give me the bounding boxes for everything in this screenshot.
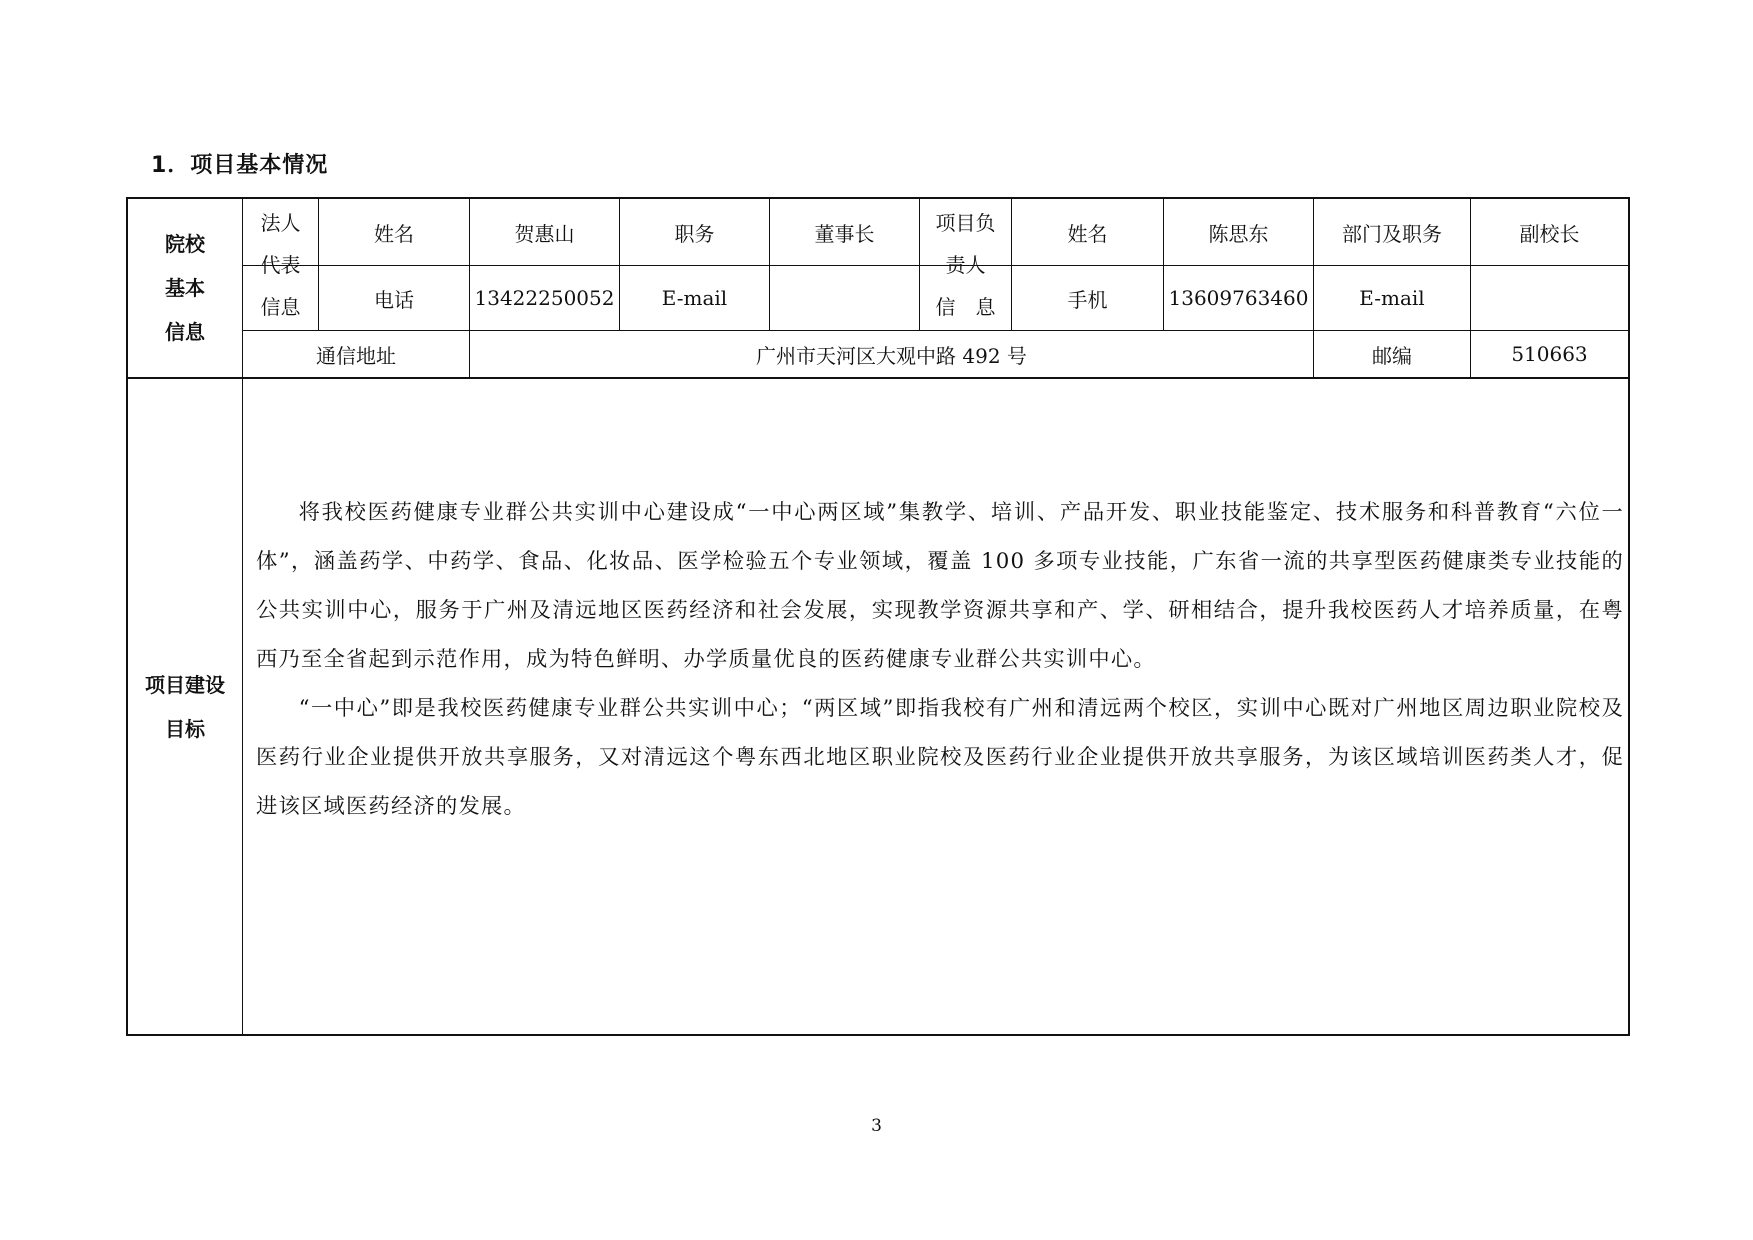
school-info-header-line: 信息 xyxy=(165,320,205,344)
postcode-label: 邮编 xyxy=(1372,343,1412,368)
project-lead-name-label: 姓名 xyxy=(1067,221,1108,246)
goals-paragraph: 将我校医药健康专业群公共实训中心建设成“一中心两区域”集教学、培训、产品开发、职业技能鉴定、技术服务和科普教育“六位一体”，涵盖药学、中药学、食品、化妆品、医学检验五个专业领域，覆盖 100 多项专业技能，广东省一流的共享型医药健康类专业技能的公共实训中心，服务于广州及清远地区医药经济和社会发展，实现教学资源共享和产、学、研相结合，提升我校医药人才培养质量，在粤西乃至全省起到示范作用，成为特色鲜明、办学质量优良的医药健康专业群公共实训中心。 xyxy=(256,500,1624,672)
project-lead-mobile-label: 手机 xyxy=(1067,287,1108,312)
legal-rep-phone-value: 13422250052 xyxy=(474,286,615,310)
project-lead-dept-label: 部门及职务 xyxy=(1342,221,1442,246)
legal-rep-name-label: 姓名 xyxy=(374,221,414,246)
goals-header-line: 项目建设 xyxy=(145,672,225,697)
project-lead-dept-value: 副校长 xyxy=(1519,221,1580,246)
goals-header xyxy=(128,379,242,1034)
legal-rep-label-line: 法人 xyxy=(260,210,301,235)
legal-rep-label-line: 信息 xyxy=(260,294,301,319)
project-lead-name-value: 陈思东 xyxy=(1208,221,1269,246)
legal-rep-name-value: 贺惠山 xyxy=(514,221,575,246)
school-info-header xyxy=(128,199,242,377)
goals-header-line: 目标 xyxy=(165,716,205,741)
project-lead-label-line: 信 息 xyxy=(935,294,996,319)
project-lead-email-value xyxy=(1471,266,1628,330)
legal-rep-position-value: 董事长 xyxy=(814,221,875,246)
project-lead-label xyxy=(920,199,1011,330)
legal-rep-position-label: 职务 xyxy=(674,221,715,246)
school-info-header-line: 基本 xyxy=(165,276,205,300)
legal-rep-phone-label: 电话 xyxy=(374,287,414,312)
legal-rep-label xyxy=(243,199,318,330)
goals-text xyxy=(256,488,1624,831)
address-label: 通信地址 xyxy=(316,343,396,368)
school-info-header-line: 院校 xyxy=(165,232,205,256)
project-lead-label-line: 项目负 xyxy=(935,210,996,235)
legal-rep-email-label: E-mail xyxy=(661,286,728,310)
legal-rep-label-line: 代表 xyxy=(260,252,301,277)
goals-paragraph: “一中心”即是我校医药健康专业群公共实训中心；“两区域”即指我校有广州和清远两个校区，实训中心既对广州地区周边职业院校及医药行业企业提供开放共享服务，又对清远这个粤东西北地区职业院校及医药行业企业提供开放共享服务，为该区域培训医药类人才，促进该区域医药经济的发展。 xyxy=(256,696,1624,819)
project-lead-mobile-value: 13609763460 xyxy=(1168,286,1309,310)
page-number: 3 xyxy=(871,1116,882,1136)
address-value: 广州市天河区大观中路 492 号 xyxy=(756,343,1027,368)
project-lead-email-label: E-mail xyxy=(1359,286,1425,310)
legal-rep-email-value xyxy=(770,266,919,330)
project-lead-label-line: 责人 xyxy=(945,252,986,277)
postcode-value: 510663 xyxy=(1511,342,1588,366)
section-title: 1．项目基本情况 xyxy=(151,153,329,178)
